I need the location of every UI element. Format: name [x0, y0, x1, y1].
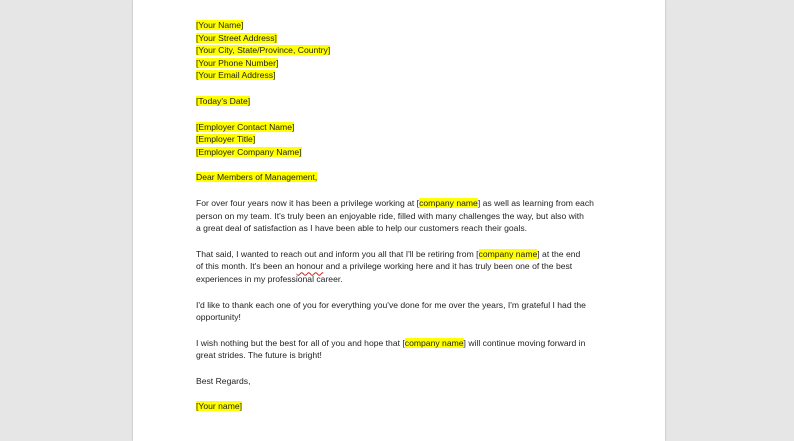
company-name-placeholder: company name [478, 248, 538, 259]
spellcheck-flagged-word[interactable]: honour [296, 261, 324, 272]
signature: [Your name] [196, 401, 243, 412]
letter-date: [Today's Date] [196, 95, 251, 106]
recipient-block [196, 121, 616, 159]
recipient-title: [Employer Title] [196, 134, 256, 145]
recipient-company: [Employer Company Name] [196, 146, 302, 157]
document-page [133, 0, 665, 441]
sender-name: [Your Name] [196, 20, 244, 30]
sender-street: [Your Street Address] [196, 32, 277, 43]
sender-city: [Your City, State/Province, Country] [196, 45, 331, 56]
recipient-contact: [Employer Contact Name] [196, 121, 295, 132]
company-name-placeholder: company name [404, 337, 464, 348]
sender-email: [Your Email Address] [196, 70, 276, 81]
paragraph-3: I'd like to thank each one of you for everything you've done for me over the years, I'm grateful I had the opportunity! [196, 299, 586, 323]
company-name-placeholder: company name [419, 197, 478, 208]
sender-phone: [Your Phone Number] [196, 57, 279, 68]
letter-body[interactable] [196, 19, 616, 413]
paragraph-4: I wish nothing but the best for all of you and hope that [company name] will continue moving forward in great strides. The future is bright! [196, 337, 586, 361]
salutation: Dear Members of Management, [196, 172, 318, 183]
paragraph-1: For over four years now it has been a privilege working at [company name] as well as learning from each person on my team. It's truly been an enjoyable ride, filled with many challenges the way, but also with a great deal of satisfaction as I have been able to help our customers reach their goals. [196, 197, 594, 234]
paragraph-2: That said, I wanted to reach out and inform you all that I'll be retiring from [company name] at the end of this month. It's been an honour and a privilege working here and it has truly been one of the best experiences in my professional career. [196, 248, 581, 284]
sender-block [196, 19, 616, 82]
closing: Best Regards, [196, 375, 251, 386]
